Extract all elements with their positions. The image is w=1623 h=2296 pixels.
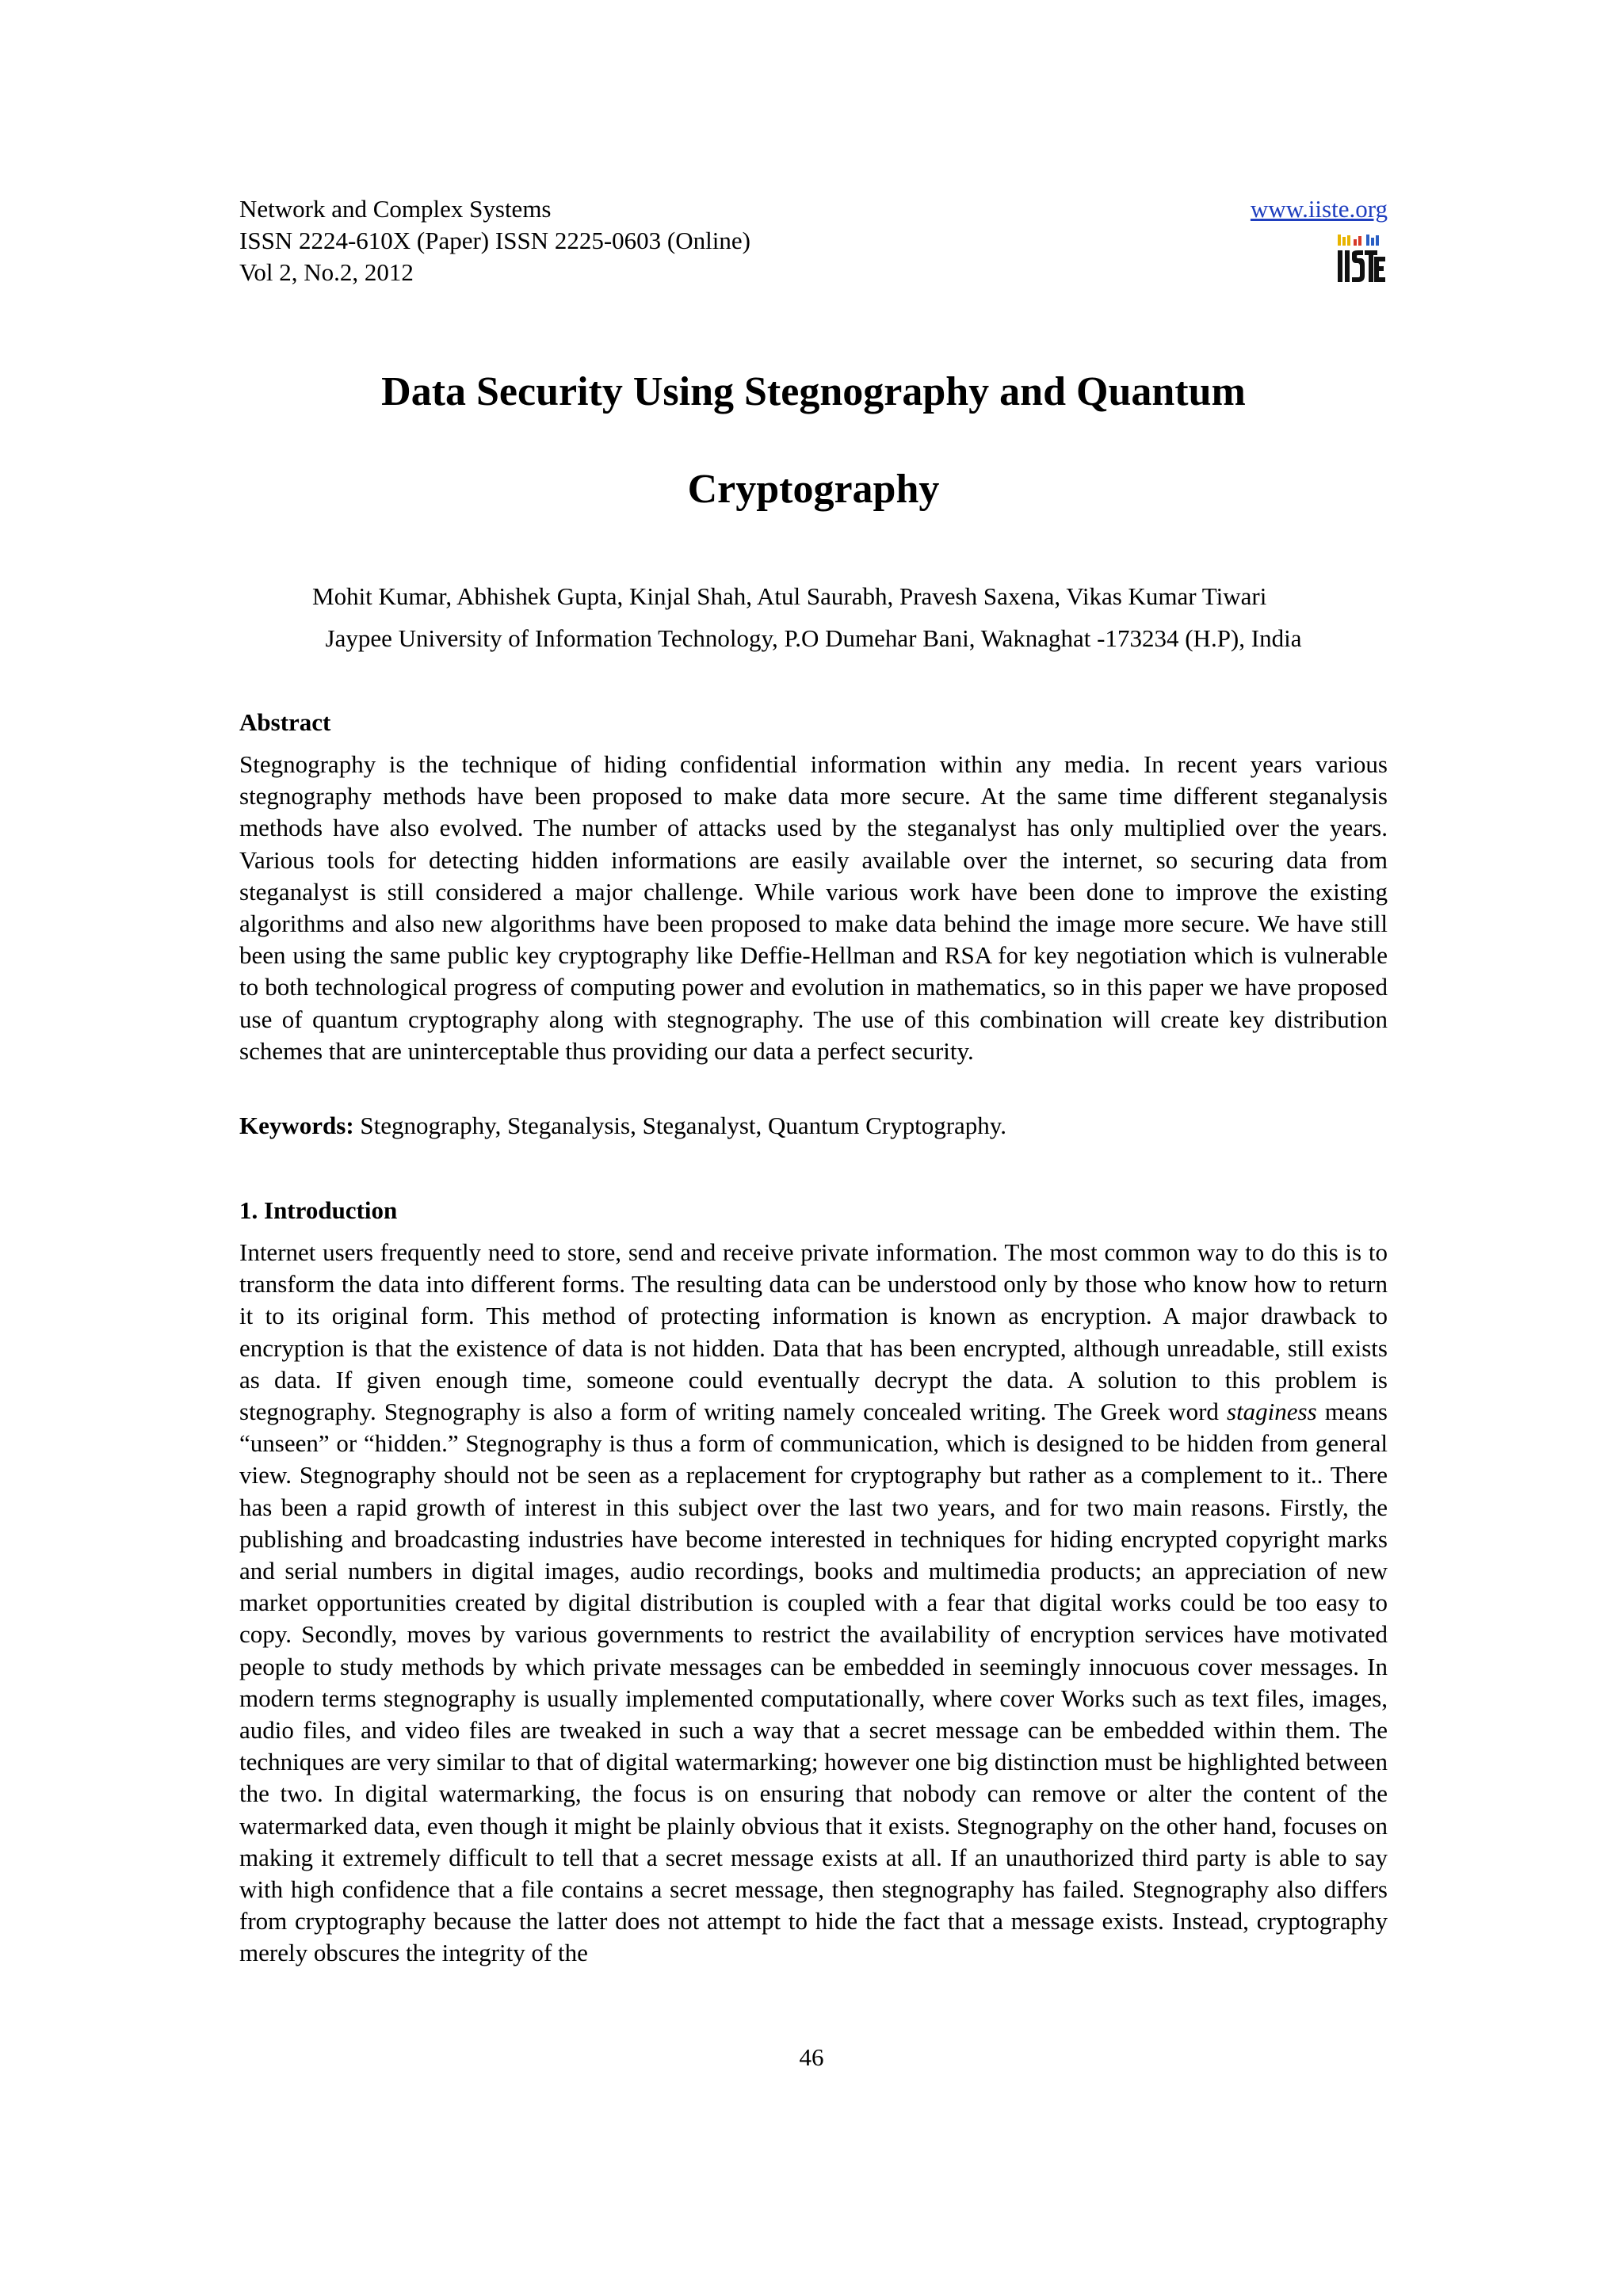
abstract-text: Stegnography is the technique of hiding confidential information within any media. In recent years various stegnography methods have been proposed to make data more secure. At the same time different steganalysis methods have also evolved. The number of attacks used by the steganalyst has only multiplied over the years. Various tools for detecting hidden informations are easily available over the internet, so securing data from steganalyst is still considered a major challenge. While various work have been done to improve the existing algorithms and also new algorithms have been proposed to make data behind the image more secure. We have still been using the same public key cryptography like Deffie-Hellman and RSA for key negotiation which is vulnerable to both technological progress of computing power and evolution in mathematics, so in this paper we have proposed use of quantum cryptography along with stegnography. The use of this combination will create key distribution schemes that are uninterceptable thus providing our data a perfect security.: [239, 750, 1388, 1065]
abstract-heading: Abstract: [239, 708, 331, 736]
website-link[interactable]: www.iiste.org: [1250, 195, 1388, 223]
introduction-heading: 1. Introduction: [239, 1196, 398, 1224]
paper-title-line2: Cryptography: [687, 467, 940, 512]
intro-text-part1: Internet users frequently need to store, send and receive private information. The most common way to do this is to transform the data into different forms. The resulting data can be understood only by those who know how to return it to its original form. This method of protecting information is known as encryption. A major drawback to encryption is that the existence of data is not hidden. Data that has been encrypted, although unreadable, still exists as data. If given enough time, someone could eventually decrypt the data. A solution to this problem is stegnography. Stegnography is also a form of writing namely concealed writing. The Greek word: [239, 1238, 1388, 1426]
journal-header: [239, 193, 750, 288]
iiste-logo: [1335, 233, 1387, 285]
author-list: Mohit Kumar, Abhishek Gupta, Kinjal Shah, Atul Saurabh, Pravesh Saxena, Vikas Kumar Tiwari: [312, 582, 1267, 610]
introduction-text: [239, 1237, 1388, 1970]
page-number: 46: [799, 2043, 824, 2071]
author-affiliation: Jaypee University of Information Technology, P.O Dumehar Bani, Waknaghat -173234 (H.P), India: [325, 624, 1302, 652]
keywords-list: Stegnography, Steganalysis, Steganalyst, Quantum Cryptography.: [353, 1112, 1007, 1139]
keywords: [239, 1110, 1388, 1142]
paper-title-line1: Data Security Using Stegnography and Quantum: [381, 369, 1246, 414]
volume-line: Vol 2, No.2, 2012: [239, 258, 414, 286]
intro-italic-term: staginess: [1227, 1398, 1317, 1426]
keywords-label: Keywords:: [239, 1112, 354, 1139]
issn-line: ISSN 2224-610X (Paper) ISSN 2225-0603 (Online): [239, 227, 750, 254]
journal-name: Network and Complex Systems: [239, 195, 552, 223]
intro-text-part2: means “unseen” or “hidden.” Stegnography is thus a form of communication, which is designed to be hidden from general view. Stegnography should not be seen as a replacement for cryptography but rather as a complement to it.. There has been a rapid growth of interest in this subject over the last two years, and for two main reasons. Firstly, the publishing and broadcasting industries have become interested in techniques for hiding encrypted copyright marks and serial numbers in digital images, audio recordings, books and multimedia products; an appreciation of new market opportunities created by digital distribution is coupled with a fear that digital works could be too easy to copy. Secondly, moves by various governments to restrict the availability of encryption services have motivated people to study methods by which private messages can be embedded in seemingly innocuous cover messages. In modern terms stegnography is usually implemented computationally, where cover Works such as text files, images, audio files, and video files are tweaked in such a way that a secret message can be embedded within them. The techniques are very similar to that of digital watermarking; however one big distinction must be highlighted between the two. In digital watermarking, the focus is on ensuring that nobody can remove or alter the content of the watermarked data, even though it might be plainly obvious that it exists. Stegnography on the other hand, focuses on making it extremely difficult to tell that a secret message exists at all. If an unauthorized third party is able to say with high confidence that a file contains a secret message, then stegnography has failed. Stegnography also differs from cryptography because the latter does not attempt to hide the fact that a message exists. Instead, cryptography merely obscures the integrity of the: [239, 1398, 1388, 1967]
